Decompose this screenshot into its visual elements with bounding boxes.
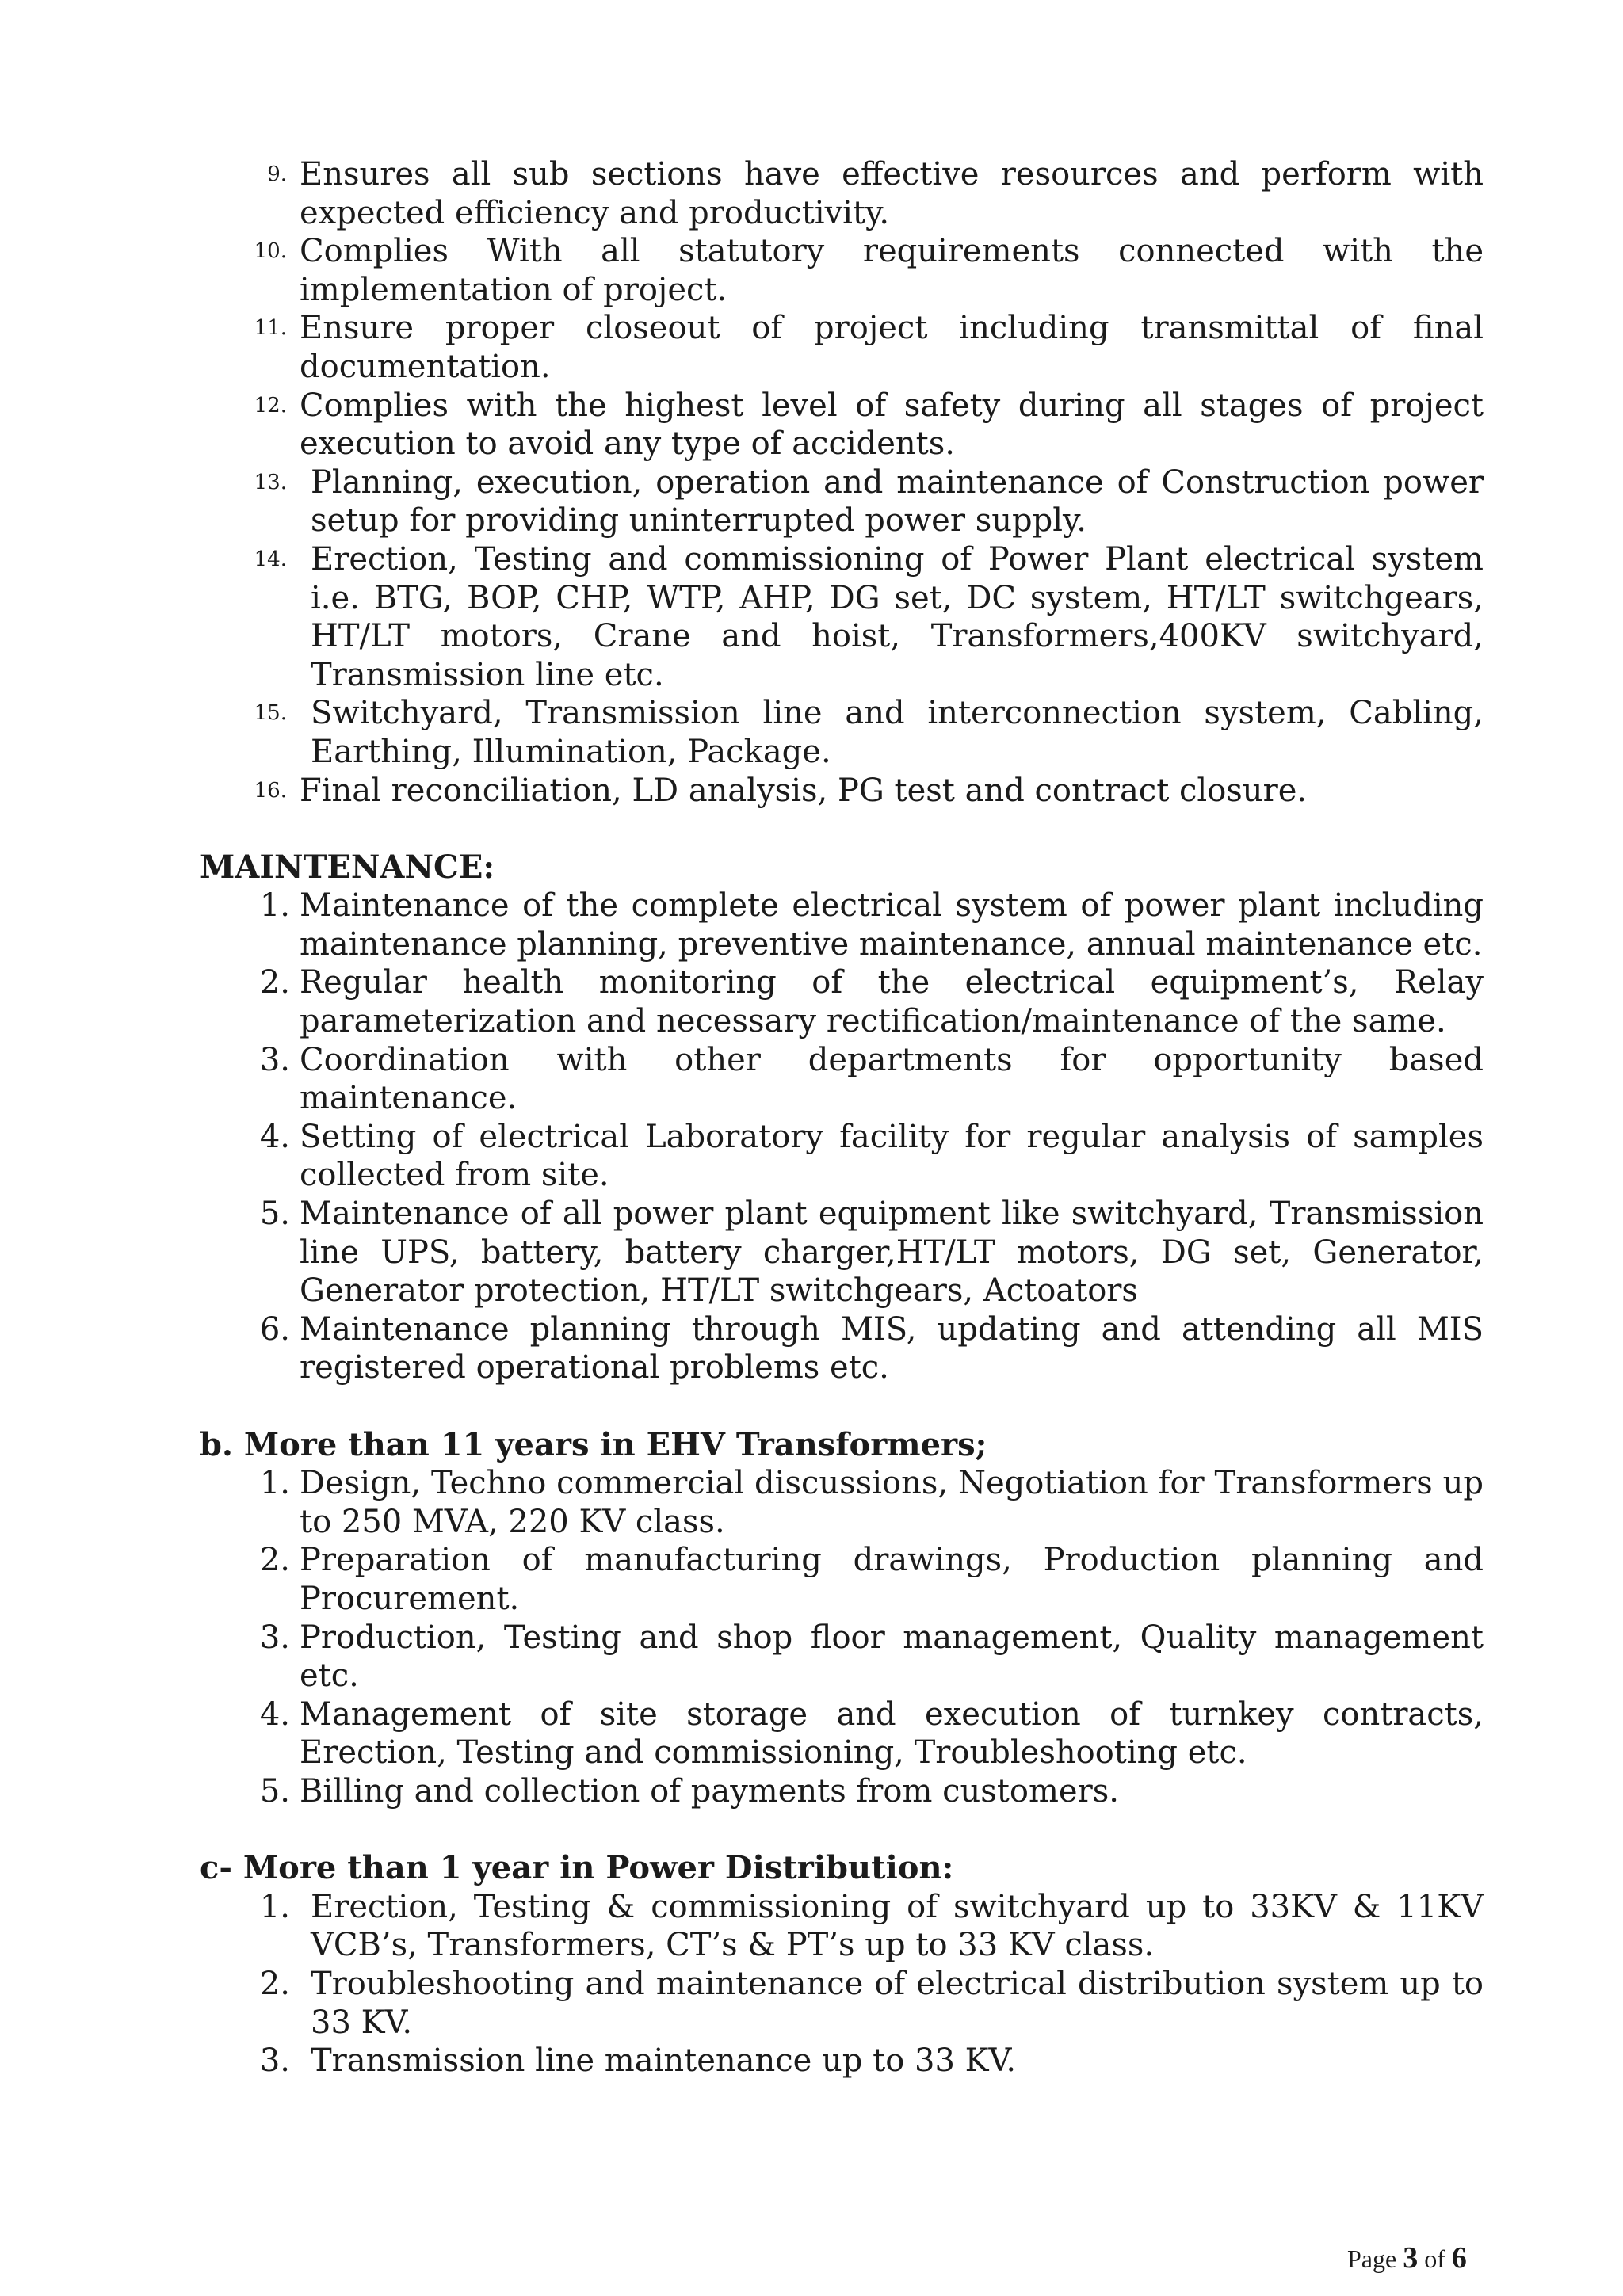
item-number: 1. [259, 887, 290, 925]
item-number: 5. [259, 1772, 290, 1810]
item-text: Maintenance of the complete electrical system of power plant including maintenance planning, preventive maintenance, annual maintenance etc. [300, 887, 1484, 963]
list-item [200, 963, 1484, 1040]
transformers-heading: b. More than 11 years in EHV Transformers; [200, 1425, 987, 1463]
item-number: 15. [254, 701, 287, 726]
maintenance-list [200, 887, 1484, 1387]
item-text: Ensure proper closeout of project including transmittal of final documentation. [300, 310, 1484, 385]
item-number: 12. [254, 393, 287, 418]
item-number: 3. [259, 1041, 290, 1078]
list-item [200, 772, 1484, 810]
list-item [200, 540, 1484, 694]
item-text: Planning, execution, operation and maintenance of Construction power setup for providing uninterrupted power supply. [311, 463, 1484, 540]
item-number: 16. [254, 778, 287, 803]
list-item [200, 1772, 1484, 1811]
item-text: Complies with the highest level of safety during all stages of project execution to avoid any type of accidents. [300, 387, 1484, 463]
item-number: 9. [267, 162, 287, 186]
item-text: Switchyard, Transmission line and interconnection system, Cabling, Earthing, Illumination, Package. [311, 695, 1484, 770]
item-text: Billing and collection of payments from customers. [300, 1772, 1119, 1810]
item-text: Coordination with other departments for opportunity based maintenance. [300, 1041, 1484, 1117]
item-number: 14. [254, 547, 287, 571]
item-number: 3. [259, 2042, 290, 2080]
item-text: Complies With all statutory requirements connected with the implementation of project. [300, 233, 1484, 308]
item-text: Production, Testing and shop floor management, Quality management etc. [300, 1619, 1484, 1695]
item-text: Maintenance planning through MIS, updating and attending all MIS registered operational problems etc. [300, 1310, 1484, 1386]
list-item [200, 1619, 1484, 1695]
item-text: Regular health monitoring of the electrical equipment’s, Relay parameterization and necessary rectification/maintenance of the same. [300, 964, 1484, 1040]
maintenance-heading: MAINTENANCE: [200, 848, 495, 886]
list-item [200, 887, 1484, 963]
item-text: Final reconciliation, LD analysis, PG test and contract closure. [300, 772, 1308, 809]
item-text: Ensures all sub sections have effective resources and perform with expected efficiency and productivity. [300, 156, 1484, 231]
item-text: Erection, Testing and commissioning of Power Plant electrical system i.e. BTG, BOP, CHP, WTP, AHP, DG set, DC system, HT/LT switchgears, HT/LT motors, Crane and hoist, Transformers,400KV switchyard, Transmission line etc. [311, 540, 1484, 693]
item-number: 4. [259, 1118, 290, 1155]
list-item [200, 2042, 1484, 2081]
list-item [200, 1464, 1484, 1541]
list-item [200, 309, 1484, 386]
list-item [200, 1695, 1484, 1772]
item-number: 11. [254, 316, 287, 341]
item-text: Design, Techno commercial discussions, Negotiation for Transformers up to 250 MVA, 220 KV class. [300, 1465, 1484, 1540]
item-number: 6. [259, 1310, 290, 1348]
list-item [200, 1888, 1484, 1965]
section-spacer [200, 1387, 1484, 1426]
list-item [200, 463, 1484, 540]
list-item [200, 155, 1484, 232]
item-number: 13. [254, 470, 287, 494]
distribution-list [200, 1888, 1484, 2081]
transformers-list [200, 1464, 1484, 1810]
item-text: Transmission line maintenance up to 33 KV. [311, 2042, 1017, 2080]
item-number: 1. [259, 1465, 290, 1502]
distribution-heading: c- More than 1 year in Power Distribution: [200, 1849, 954, 1887]
item-number: 1. [259, 1888, 290, 1925]
item-number: 2. [259, 964, 290, 1001]
page-of-label: of [1418, 2245, 1452, 2273]
item-text: Troubleshooting and maintenance of electrical distribution system up to 33 KV. [311, 1965, 1484, 2041]
list-item [200, 1965, 1484, 2042]
item-text: Management of site storage and execution of turnkey contracts, Erection, Testing and commissioning, Troubleshooting etc. [300, 1695, 1484, 1772]
item-number: 2. [259, 1965, 290, 2002]
current-page-number: 3 [1403, 2241, 1419, 2275]
page-label: Page [1347, 2245, 1403, 2273]
item-number: 5. [259, 1196, 290, 1233]
list-item [200, 1118, 1484, 1195]
item-number: 10. [254, 239, 287, 264]
list-item [200, 1195, 1484, 1310]
item-text: Preparation of manufacturing drawings, Production planning and Procurement. [300, 1542, 1484, 1617]
list-item [200, 232, 1484, 309]
total-pages-number: 6 [1451, 2241, 1467, 2275]
item-text: Maintenance of all power plant equipment like switchyard, Transmission line UPS, battery, battery charger,HT/LT motors, DG set, Generator, Generator protection, HT/LT switchgears, Actoators [300, 1196, 1484, 1310]
item-text: Setting of electrical Laboratory facility for regular analysis of samples collected from site. [300, 1118, 1484, 1194]
list-item [200, 387, 1484, 463]
item-number: 2. [259, 1542, 290, 1579]
page-number-footer [1347, 2241, 1467, 2275]
list-item [200, 1541, 1484, 1618]
item-number: 3. [259, 1619, 290, 1656]
project-duties-list [200, 155, 1484, 810]
section-spacer [200, 810, 1484, 849]
list-item [200, 694, 1484, 771]
item-number: 4. [259, 1695, 290, 1733]
section-spacer [200, 1811, 1484, 1850]
page-content [200, 155, 1484, 2081]
item-text: Erection, Testing & commissioning of switchyard up to 33KV & 11KV VCB’s, Transformers, CT’s & PT’s up to 33 KV class. [311, 1888, 1484, 1964]
list-item [200, 1310, 1484, 1387]
list-item [200, 1041, 1484, 1118]
